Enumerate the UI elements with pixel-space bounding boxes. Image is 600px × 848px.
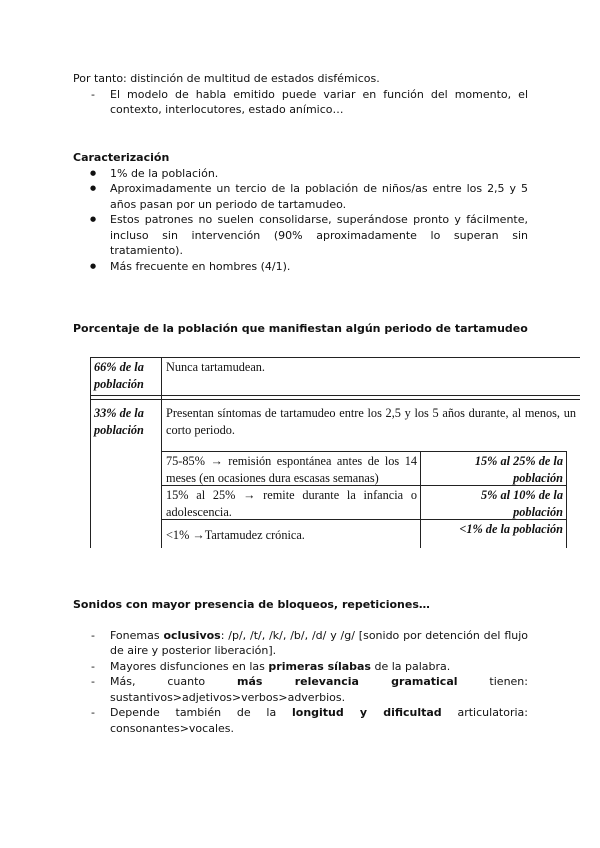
sub3-pct: <1% de la población: [459, 522, 563, 536]
list-item: - Fonemas oclusivos: /p/, /t/, /k/, /b/, /d/ y /g/ [sonido por detención del flujo de aire y posterior liberación].: [110, 628, 528, 659]
sub3-desc: <1% →Tartamudez crónica.: [166, 528, 305, 542]
row1-text: Nunca tartamudean.: [166, 360, 266, 374]
sub1-pct: 15% al 25% de la población: [474, 454, 563, 485]
list-item: ● Más frecuente en hombres (4/1).: [110, 259, 528, 275]
intro-list: [73, 87, 528, 118]
sub2-pct: 5% al 10% de la población: [481, 488, 563, 519]
list-item: ● Aproximadamente un tercio de la población de niños/as entre los 2,5 y 5 años pasan por un periodo de tartamudeo.: [110, 181, 528, 212]
row1-label: 66% de la población: [94, 360, 144, 391]
list-item: - Mayores disfunciones en las primeras sílabas de la palabra.: [110, 659, 528, 675]
section-title: Caracterización: [73, 151, 170, 164]
row2-text: Presentan síntomas de tartamudeo entre los 2,5 y los 5 años durante, al menos, un corto periodo.: [166, 406, 576, 437]
list-item: - Más, cuanto más relevancia gramatical tienen: sustantivos>adjetivos>verbos>adverbios.: [110, 674, 528, 705]
list-item: ● Estos patrones no suelen consolidarse, superándose pronto y fácilmente, incluso sin intervención (90% aproximadamente lo superan sin tratamiento).: [110, 212, 528, 259]
intro-line: Por tanto: distinción de multitud de estados disfémicos.: [73, 72, 380, 85]
row2-label: 33% de la población: [94, 406, 144, 437]
list-item: ● 1% de la población.: [110, 166, 528, 182]
caracterizacion-list: [73, 166, 528, 275]
sub1-desc: 75-85% → remisión espontánea antes de los 14 meses (en ocasiones dura escasas semanas): [166, 454, 417, 485]
percentage-table-image: [73, 351, 583, 548]
caracterizacion-section: [73, 150, 528, 274]
sonidos-section: [73, 597, 528, 736]
sub2-desc: 15% al 25% → remite durante la infancia o adolescencia.: [166, 488, 417, 519]
porcentaje-title: Porcentaje de la población que manifiestan algún periodo de tartamudeo: [73, 322, 528, 335]
list-item: - El modelo de habla emitido puede variar en función del momento, el contexto, interlocutores, estado anímico…: [110, 87, 528, 118]
sonidos-list: [73, 628, 528, 737]
list-item: - Depende también de la longitud y dificultad articulatoria: consonantes>vocales.: [110, 705, 528, 736]
intro-section: [73, 71, 528, 118]
section-title: Sonidos con mayor presencia de bloqueos, repeticiones…: [73, 598, 430, 611]
